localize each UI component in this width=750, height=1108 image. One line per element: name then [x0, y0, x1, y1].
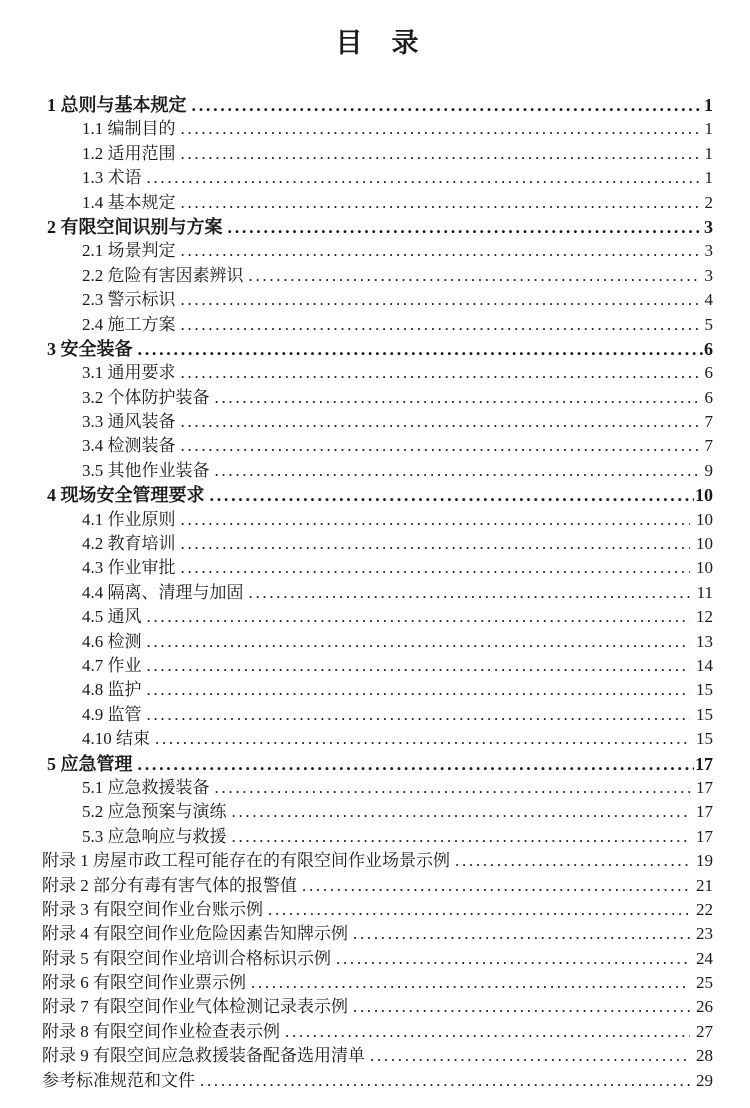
- toc-entry-label: 附录 4 有限空间作业危险因素告知牌示例: [42, 924, 348, 944]
- toc-entry-label: 附录 5 有限空间作业培训合格标识示例: [42, 948, 331, 968]
- toc-entry-label: 2.3 警示标识: [82, 290, 176, 310]
- dot-leader: [181, 117, 699, 141]
- toc-entry-label: 3.2 个体防护装备: [82, 387, 210, 407]
- dot-leader: [353, 995, 690, 1019]
- dot-leader: [181, 410, 699, 434]
- toc-entry-label: 4 现场安全管理要求: [47, 485, 205, 506]
- toc-entry-label: 2.4 施工方案: [82, 314, 176, 334]
- toc-entry-page: 15: [696, 729, 713, 749]
- dot-leader: [285, 1020, 690, 1044]
- toc-entry-page: 2: [704, 192, 713, 212]
- toc-entry-page: 29: [696, 1070, 713, 1090]
- toc-entry-page: 6: [704, 338, 713, 359]
- toc-entry-label: 附录 6 有限空间作业票示例: [42, 973, 246, 993]
- toc-entry-label: 1.2 适用范围: [82, 143, 176, 163]
- toc-entry-label: 4.8 监护: [82, 680, 142, 700]
- toc-entry-page: 10: [696, 558, 713, 578]
- toc-entry-page: 1: [704, 95, 713, 115]
- toc-entry-label: 5.2 应急预案与演练: [82, 802, 227, 822]
- toc-entry[interactable]: [42, 800, 713, 824]
- toc-entry[interactable]: [42, 727, 713, 751]
- toc-entry[interactable]: [42, 1020, 713, 1044]
- dot-leader: [181, 239, 699, 263]
- toc-entry[interactable]: [42, 459, 713, 483]
- toc-entry[interactable]: [42, 264, 713, 288]
- toc-entry-page: 3: [704, 216, 713, 237]
- toc-entry-page: 6: [704, 387, 713, 407]
- dot-leader: [370, 1044, 690, 1068]
- toc-entry-page: 11: [696, 582, 713, 602]
- toc-entry-label: 5 应急管理: [47, 753, 133, 774]
- toc-entry[interactable]: [42, 1069, 713, 1093]
- toc-entry[interactable]: [42, 825, 713, 849]
- toc-entry[interactable]: [42, 605, 713, 629]
- dot-leader: [181, 556, 691, 580]
- toc-entry-label: 3.3 通风装备: [82, 412, 176, 432]
- dot-leader: [268, 898, 690, 922]
- toc-entry[interactable]: [42, 947, 713, 971]
- toc-entry[interactable]: [42, 556, 713, 580]
- dot-leader: [215, 459, 699, 483]
- toc-entry[interactable]: [42, 313, 713, 337]
- toc-entry-label: 附录 3 有限空间作业台账示例: [42, 899, 263, 919]
- toc-entry-page: 4: [704, 290, 713, 310]
- dot-leader: [181, 361, 699, 385]
- toc-entry[interactable]: [42, 922, 713, 946]
- toc-entry[interactable]: [42, 630, 713, 654]
- toc-entry-label: 附录 8 有限空间作业检查表示例: [42, 1021, 280, 1041]
- toc-entry-page: 7: [704, 412, 713, 432]
- toc-entry-label: 附录 9 有限空间应急救援装备配备选用清单: [42, 1046, 365, 1066]
- dot-leader: [181, 434, 699, 458]
- toc-entry[interactable]: [42, 361, 713, 385]
- toc-entry[interactable]: [42, 508, 713, 532]
- toc-entry-label: 4.3 作业审批: [82, 558, 176, 578]
- dot-leader: [181, 288, 699, 312]
- dot-leader: [138, 752, 695, 776]
- toc-entry[interactable]: [42, 1044, 713, 1068]
- dot-leader: [232, 825, 691, 849]
- toc-entry[interactable]: [42, 288, 713, 312]
- dot-leader: [249, 264, 699, 288]
- toc-entry[interactable]: [42, 117, 713, 141]
- toc-entry[interactable]: [42, 752, 713, 776]
- dot-leader: [181, 313, 699, 337]
- toc-entry-label: 3.1 通用要求: [82, 363, 176, 383]
- dot-leader: [147, 703, 691, 727]
- toc-entry-page: 13: [696, 631, 713, 651]
- page-title: 目 录: [335, 28, 420, 58]
- dot-leader: [455, 849, 690, 873]
- toc-entry[interactable]: [42, 215, 713, 239]
- toc-entry-page: 3: [704, 265, 713, 285]
- dot-leader: [181, 532, 691, 556]
- dot-leader: [336, 947, 690, 971]
- toc-entry-page: 25: [696, 973, 713, 993]
- toc-entry-page: 10: [696, 509, 713, 529]
- dot-leader: [147, 630, 691, 654]
- dot-leader: [181, 191, 699, 215]
- toc-entry-label: 参考标准规范和文件: [42, 1070, 195, 1090]
- toc-entry-label: 4.7 作业: [82, 655, 142, 675]
- toc-entry-page: 17: [695, 753, 713, 774]
- dot-leader: [228, 215, 704, 239]
- toc-entry[interactable]: [42, 581, 713, 605]
- dot-leader: [147, 654, 691, 678]
- toc-entry[interactable]: [42, 898, 713, 922]
- dot-leader: [147, 166, 699, 190]
- toc-entry-label: 附录 2 部分有毒有害气体的报警值: [42, 875, 297, 895]
- toc-entry-page: 5: [704, 314, 713, 334]
- toc-entry-label: 5.3 应急响应与救援: [82, 826, 227, 846]
- toc-entry-label: 3.4 检测装备: [82, 436, 176, 456]
- dot-leader: [353, 922, 690, 946]
- toc-entry[interactable]: [42, 678, 713, 702]
- toc-entry[interactable]: [42, 386, 713, 410]
- toc-entry-label: 附录 7 有限空间作业气体检测记录表示例: [42, 997, 348, 1017]
- dot-leader: [232, 800, 691, 824]
- toc-entry-label: 4.6 检测: [82, 631, 142, 651]
- toc-entry-page: 28: [696, 1046, 713, 1066]
- toc-entry-label: 4.4 隔离、清理与加固: [82, 582, 244, 602]
- toc-entry-page: 14: [696, 655, 713, 675]
- toc-entry-page: 1: [704, 168, 713, 188]
- toc-entry-page: 7: [704, 436, 713, 456]
- toc-entry-label: 3.5 其他作业装备: [82, 460, 210, 480]
- dot-leader: [147, 605, 691, 629]
- toc-entry[interactable]: [42, 410, 713, 434]
- toc-entry[interactable]: [42, 532, 713, 556]
- dot-leader: [249, 581, 691, 605]
- toc-entry-page: 10: [696, 534, 713, 554]
- toc-entry-label: 1.3 术语: [82, 168, 142, 188]
- toc-entry-label: 4.5 通风: [82, 607, 142, 627]
- toc-entry-label: 1.4 基本规定: [82, 192, 176, 212]
- toc-entry-page: 15: [696, 704, 713, 724]
- toc-entry[interactable]: [42, 995, 713, 1019]
- dot-leader: [215, 386, 699, 410]
- toc-entry[interactable]: [42, 142, 713, 166]
- toc-entry[interactable]: [42, 849, 713, 873]
- toc-entry[interactable]: [42, 654, 713, 678]
- toc-entry-page: 17: [696, 826, 713, 846]
- toc-entry-page: 12: [696, 607, 713, 627]
- dot-leader: [181, 508, 691, 532]
- toc-entry-page: 24: [696, 948, 713, 968]
- toc-entry[interactable]: [42, 434, 713, 458]
- toc-entry[interactable]: [42, 874, 713, 898]
- toc-entry-page: 10: [695, 485, 713, 506]
- toc-entry-label: 2 有限空间识别与方案: [47, 216, 223, 237]
- toc-entry[interactable]: [42, 337, 713, 361]
- dot-leader: [210, 483, 695, 507]
- dot-leader: [181, 142, 699, 166]
- toc-entry[interactable]: [42, 483, 713, 507]
- toc-entry-page: 21: [696, 875, 713, 895]
- toc-entry[interactable]: [42, 166, 713, 190]
- toc-entry-page: 9: [704, 460, 713, 480]
- toc-entry-page: 15: [696, 680, 713, 700]
- toc-entry-page: 22: [696, 899, 713, 919]
- dot-leader: [215, 776, 691, 800]
- toc-entry-label: 1 总则与基本规定: [47, 95, 187, 115]
- toc-entry[interactable]: [42, 93, 713, 117]
- toc-entry-page: 1: [704, 143, 713, 163]
- toc-entry[interactable]: [42, 776, 713, 800]
- dot-leader: [251, 971, 690, 995]
- dot-leader: [192, 93, 704, 117]
- toc-entry[interactable]: [42, 239, 713, 263]
- toc-entry-page: 17: [696, 802, 713, 822]
- dot-leader: [138, 337, 704, 361]
- toc-entry-page: 6: [704, 363, 713, 383]
- toc-entry[interactable]: [42, 191, 713, 215]
- dot-leader: [200, 1069, 690, 1093]
- toc-entry-label: 5.1 应急救援装备: [82, 777, 210, 797]
- dot-leader: [302, 874, 690, 898]
- toc-entry-label: 4.9 监管: [82, 704, 142, 724]
- dot-leader: [155, 727, 690, 751]
- toc-entry-label: 4.10 结束: [82, 729, 150, 749]
- toc-entry-page: 23: [696, 924, 713, 944]
- dot-leader: [147, 678, 691, 702]
- toc-entry-page: 17: [696, 777, 713, 797]
- toc-entry-page: 26: [696, 997, 713, 1017]
- toc-entry-label: 附录 1 房屋市政工程可能存在的有限空间作业场景示例: [42, 851, 450, 871]
- toc-entry-label: 2.1 场景判定: [82, 241, 176, 261]
- toc-entry-label: 4.2 教育培训: [82, 534, 176, 554]
- toc-entry-page: 1: [704, 119, 713, 139]
- toc-entry-label: 3 安全装备: [47, 338, 133, 359]
- toc-entry[interactable]: [42, 971, 713, 995]
- toc-entry-label: 1.1 编制目的: [82, 119, 176, 139]
- toc-entry-label: 2.2 危险有害因素辨识: [82, 265, 244, 285]
- toc-entry-label: 4.1 作业原则: [82, 509, 176, 529]
- toc-entry-page: 19: [696, 851, 713, 871]
- toc-list: [42, 93, 713, 1093]
- toc-entry[interactable]: [42, 703, 713, 727]
- toc-entry-page: 3: [704, 241, 713, 261]
- toc-entry-page: 27: [696, 1021, 713, 1041]
